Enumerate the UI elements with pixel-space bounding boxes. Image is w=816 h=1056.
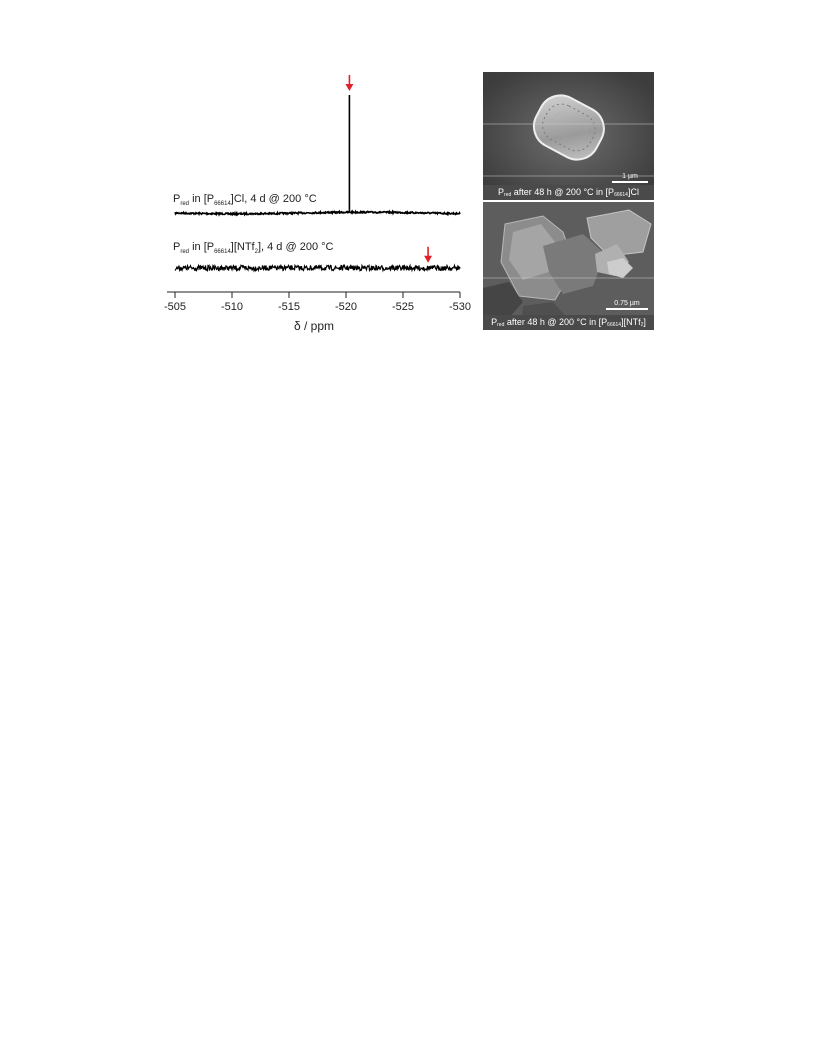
- sem-image-ntf2: [483, 202, 654, 330]
- series-label-cl: $P_{red}$ in $[P_{66614}]Cl$, 4 d @ 200 °C: [173, 193, 317, 208]
- x-tick-label: -515: [277, 301, 301, 313]
- sem-caption-cl: $P_{red}$ after 48 h @ 200 °C in $[P_{66614}]Cl$: [483, 185, 654, 200]
- x-tick-label: -530: [448, 301, 472, 313]
- peak-arrow-head: [345, 84, 353, 91]
- scale-label-cl: 1 µm: [622, 173, 638, 180]
- x-tick-label: -520: [334, 301, 358, 313]
- scale-bar-cl: [612, 173, 648, 183]
- series-label-ntf2: $P_{red}$ in $[P_{66614}][NTf_2]$, 4 d @ 200 °C: [173, 241, 334, 256]
- x-tick-label: -505: [163, 301, 187, 313]
- scale-label-ntf2: 0.75 µm: [614, 300, 640, 307]
- sem-caption-ntf2: $P_{red}$ after 48 h @ 200 °C in $[P_{66614}][NTf_2]$: [483, 315, 654, 330]
- x-tick-label: -510: [220, 301, 244, 313]
- x-axis-ticks: [164, 292, 471, 313]
- peak-arrow-head: [424, 256, 432, 263]
- sem-image-cl: [483, 72, 654, 200]
- peak-markers: [345, 75, 432, 263]
- scale-bar-ntf2: [606, 300, 648, 310]
- x-axis-label: δ / ppm: [293, 319, 335, 333]
- sem-micrograph-ntf2: [483, 202, 654, 330]
- spectrum-trace: [175, 265, 460, 270]
- spectrum-trace: [175, 211, 460, 214]
- x-tick-label: -525: [391, 301, 415, 313]
